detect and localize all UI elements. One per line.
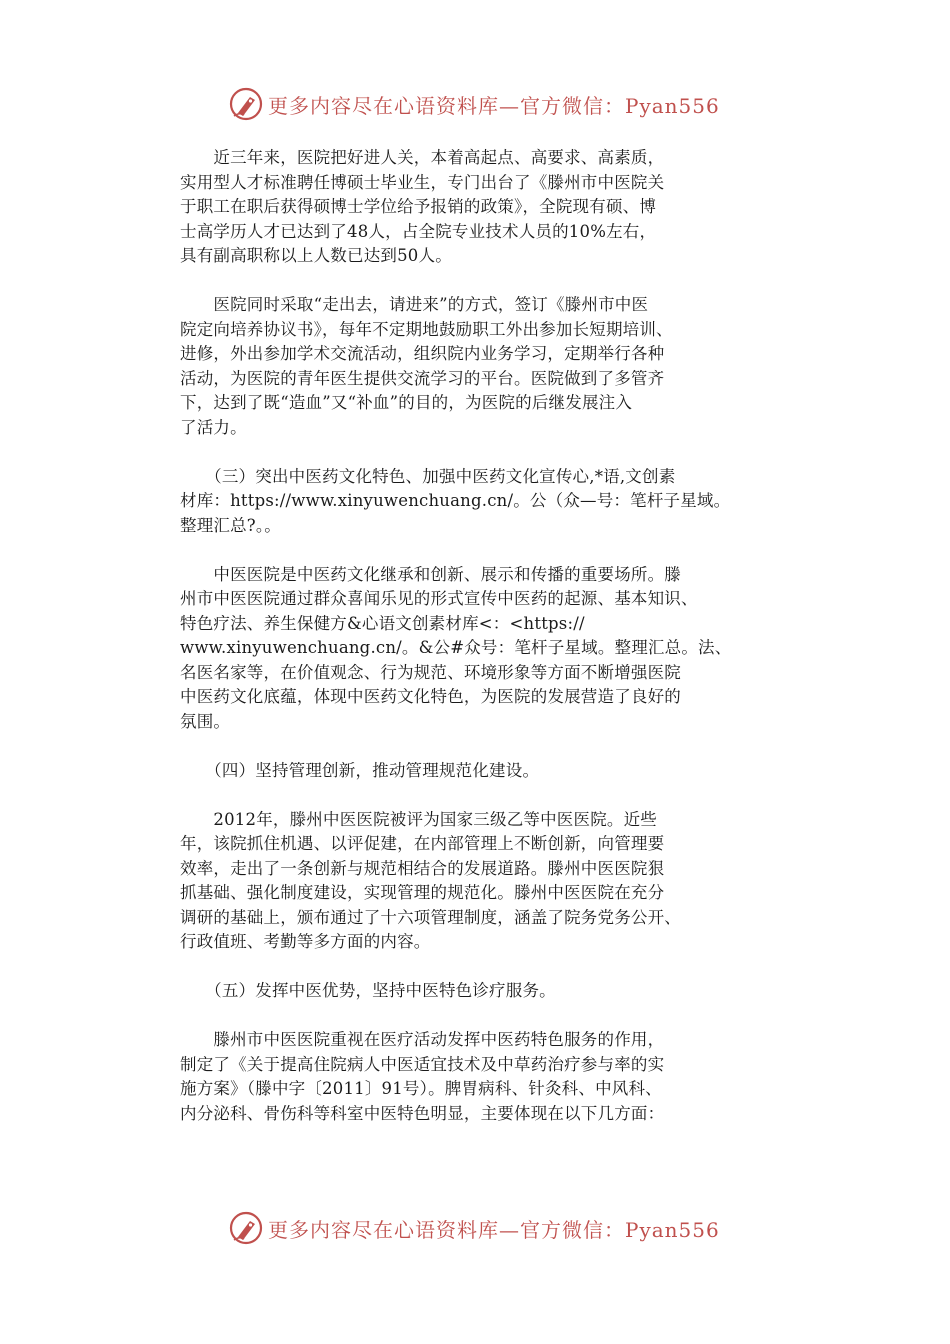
footer-banner xyxy=(228,1208,720,1248)
text-line: （五）发挥中医优势，坚持中医特色诊疗服务。 xyxy=(180,981,556,1000)
text-line: 州市中医医院通过群众喜闻乐见的形式宣传中医药的起源、基本知识、 xyxy=(180,589,698,608)
document-body xyxy=(180,146,780,1151)
text-line: 活动，为医院的青年医生提供交流学习的平台。医院做到了多管齐 xyxy=(180,368,665,388)
section-heading-3 xyxy=(180,465,780,539)
text-line: 了活力。 xyxy=(180,417,247,437)
text-line: 调研的基础上，颁布通过了十六项管理制度，涵盖了院务党务公开、 xyxy=(180,907,681,927)
text-line: 2012年，滕州中医医院被评为国家三级乙等中医医院。近些 xyxy=(180,809,657,829)
header-banner xyxy=(228,84,720,124)
text-line: 士高学历人才已达到了48人，占全院专业技术人员的10%左右， xyxy=(180,221,657,241)
header-banner-text: 更多内容尽在心语资料库—官方微信：Pyan556 xyxy=(268,93,720,118)
text-line: 于职工在职后获得硕博士学位给予报销的政策》，全院现有硕、博 xyxy=(180,197,657,216)
paragraph-management xyxy=(180,808,780,955)
text-line: 内分泌科、骨伤科等科室中医特色明显，主要体现在以下几方面： xyxy=(180,1103,665,1123)
text-line: www.xinyuwenchuang.cn/。&公#众号：笔杆子星域。整理汇总。法、 xyxy=(180,638,732,657)
pen-nib-logo-icon xyxy=(228,86,264,122)
paragraph-training xyxy=(180,293,780,440)
text-line: 制定了《关于提高住院病人中医适宜技术及中草药治疗参与率的实 xyxy=(180,1054,665,1074)
text-line: 滕州市中医医院重视在医疗活动发挥中医药特色服务的作用， xyxy=(180,1030,665,1049)
text-line: （三）突出中医药文化特色、加强中医药文化宣传心,*语,文创素 xyxy=(180,466,676,486)
text-line: 整理汇总?。。 xyxy=(180,515,281,535)
text-line: 具有副高职称以上人数已达到50人。 xyxy=(180,246,452,265)
section-heading-4 xyxy=(180,759,780,784)
text-line: 实用型人才标准聘任博硕士毕业生，专门出台了《滕州市中医院关 xyxy=(180,172,665,192)
footer-banner-text: 更多内容尽在心语资料库—官方微信：Pyan556 xyxy=(268,1217,720,1242)
text-line: 中医医院是中医药文化继承和创新、展示和传播的重要场所。滕 xyxy=(180,564,681,584)
text-line: 院定向培养协议书》，每年不定期地鼓励职工外出参加长短期培训、 xyxy=(180,319,673,339)
text-line: 特色疗法、养生保健方&心语文创素材库<：<https:// xyxy=(180,613,585,633)
text-line: （四）坚持管理创新，推动管理规范化建设。 xyxy=(180,760,540,780)
text-line: 行政值班、考勤等多方面的内容。 xyxy=(180,932,431,951)
paragraph-tcm-services xyxy=(180,1028,780,1126)
paragraph-culture xyxy=(180,563,780,735)
text-line: 抓基础、强化制度建设，实现管理的规范化。滕州中医医院在充分 xyxy=(180,883,665,902)
text-line: 名医名家等，在价值观念、行为规范、环境形象等方面不断增强医院 xyxy=(180,662,681,682)
paragraph-talent xyxy=(180,146,780,269)
text-line: 年，该院抓住机遇、以评促建，在内部管理上不断创新，向管理要 xyxy=(180,834,665,853)
text-line: 近三年来，医院把好进人关，本着高起点、高要求、高素质， xyxy=(180,148,665,167)
text-line: 下，达到了既“造血”又“补血”的目的，为医院的后继发展注入 xyxy=(180,393,633,412)
text-line: 医院同时采取“走出去，请进来”的方式，签订《滕州市中医 xyxy=(180,295,649,314)
section-heading-5 xyxy=(180,979,780,1004)
text-line: 施方案》（滕中字〔2011〕91号）。脾胃病科、针灸科、中风科、 xyxy=(180,1079,662,1098)
text-line: 效率，走出了一条创新与规范相结合的发展道路。滕州中医医院狠 xyxy=(180,858,665,878)
text-line: 中医药文化底蕴，体现中医药文化特色，为医院的发展营造了良好的 xyxy=(180,687,681,706)
pen-nib-logo-icon xyxy=(228,1210,264,1246)
text-line: 进修，外出参加学术交流活动，组织院内业务学习，定期举行各种 xyxy=(180,344,665,363)
text-line: 材库：https://www.xinyuwenchuang.cn/。公（众—号：笔杆子星域。 xyxy=(180,491,731,510)
text-line: 氛围。 xyxy=(180,711,231,731)
